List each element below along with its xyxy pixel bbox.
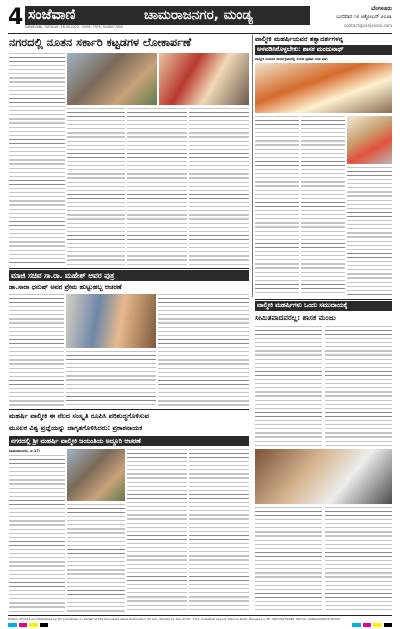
lead-photo-2	[159, 53, 249, 105]
bottom-photo-1	[67, 449, 125, 501]
yellow-mark	[373, 623, 382, 627]
masthead-divider	[8, 33, 392, 34]
mid-left-divider	[9, 268, 249, 269]
right-top-photo	[255, 63, 392, 113]
bottom-column-4	[189, 449, 249, 613]
cyan-mark	[352, 623, 361, 627]
right-top-subline: ವಾಲ್ಮೀಕಿ ಜಯಂತಿ ಕಾರ್ಯಕ್ರಮದಲ್ಲಿ ಸಂಸದ ಪ್ರತಾಪ ಸಿಂಹ ಭಾಗಿ	[255, 57, 328, 61]
page-number: 4	[8, 5, 24, 30]
bottom-column-1	[9, 455, 65, 613]
lead-article-column-1	[9, 53, 65, 265]
right-top-photo-small	[347, 116, 392, 164]
lead-article-column-3	[127, 108, 187, 265]
right-top-column-3	[347, 167, 392, 296]
bottom-headline-line-1: ಮಹರ್ಷಿ ವಾಲ್ಮೀಕಿ ಈ ನೆಲದ ಸಂಸ್ಕೃತಿ ರೂಪಿಸಿ ಪರಿಶುದ್ಧಗೊಳಿಸುವ	[9, 412, 150, 420]
bottom-subheadline: ನಗರದಲ್ಲಿ ಶ್ರೀ ಮಹರ್ಷಿ ವಾಲ್ಮೀಕಿ ಜಯಂತಿಯ ಅದ್ದೂರಿ ಆಚರಣೆ	[11, 437, 141, 445]
mid-left-headline-line-1: ಮಾಜಿ ಸಚಿವ ಸಾ.ರಾ. ಮಹೇಶ್ ಅವರ ಪುತ್ರ	[11, 271, 115, 280]
mid-left-column-2	[66, 351, 156, 406]
mid-left-photo	[66, 294, 156, 348]
right-mid-column-1	[255, 326, 322, 446]
cyan-mark	[8, 623, 17, 627]
registration-marks-right	[352, 623, 392, 627]
edition-city: ಬೆಂಗಳೂರು	[371, 6, 392, 12]
footer-imprint: Edited, Printed and Published by P.T. Jamakhan on behalf of M/s Karnataka News Publication (P) Ltd., Printed by him at No. 73/3, Industrial Layout, Mysore Road, Bengaluru. Ph: 080-26752626, RNI No. KARKAN/2003/10394	[8, 617, 340, 621]
mid-left-column-1	[9, 294, 64, 406]
mid-left-column-3	[158, 294, 249, 406]
bottom-headline-line-2: ಮೂಲಕ ವಿಶ್ವ ಪ್ರಜ್ಞೆಯನ್ನು ಜಾಗೃತಗೊಳಿಸಿದರು: ಪ್ರಕಾಶನಾಯಕ	[9, 424, 143, 432]
lead-photo-1	[67, 53, 157, 105]
right-mid-headline-line-2: ಸೀಮಿತವಾದವರಲ್ಲ: ಶಾಸಕ ಮಂಜು	[255, 313, 336, 322]
mid-left-headline-line-2: ಡಾ.ಸಾರಾ ಧನುಷ್ ಅವರ ಪ್ರೇಮ ಹುಟ್ಟುಹಬ್ಬ ಆಚರಣೆ	[9, 283, 122, 291]
brand-logo: ಸಂಜೆವಾಣಿ	[28, 7, 76, 23]
right-top-column-1	[255, 116, 299, 296]
right-mid-photo	[255, 449, 392, 504]
masthead-tagline: SANJEVANI, TUESDAY, 16.05.2023 · SUBS: 7955, 9448077855	[25, 25, 124, 29]
column-divider	[252, 35, 253, 297]
registration-marks-left	[8, 623, 48, 627]
edition-date: ಬುಧವಾರ ೧೮ ಅಕ್ಟೋಬರ್ ೨೦೨೩	[336, 14, 392, 20]
right-mid-column-3	[255, 507, 322, 613]
right-mid-divider	[255, 299, 392, 300]
bottom-column-2	[67, 504, 125, 613]
bottom-divider	[9, 409, 249, 410]
lead-article-column-2	[67, 108, 125, 265]
lead-article-column-4	[189, 108, 249, 265]
section-title: ಚಾಮರಾಜನಗರ, ಮಂಡ್ಯ	[144, 7, 253, 23]
right-mid-column-2	[325, 326, 392, 446]
right-top-headline-line-2: ಅಳವಡಿಸಿಕೊಳ್ಳಬೇಕು: ಶಾಸಕ ಮಂಜುನಾಥ್	[257, 46, 344, 53]
right-mid-column-4	[325, 507, 392, 613]
black-mark	[40, 623, 49, 627]
masthead	[8, 6, 392, 32]
right-top-headline-line-1: ವಾಲ್ಮೀಕಿ ಮಹರ್ಷಿಯವರ ತತ್ವಾದರ್ಶಗಳನ್ನ	[255, 35, 344, 43]
lead-headline: ನಗರದಲ್ಲಿ ನೂತನ ಸರ್ಕಾರಿ ಕಟ್ಟಡಗಳ ಲೋಕಾರ್ಪಣೆ	[9, 36, 192, 49]
bottom-column-3	[127, 449, 187, 613]
magenta-mark	[363, 623, 372, 627]
right-mid-headline-line-1: ವಾಲ್ಮೀಕಿ ಮಹರ್ಷಿಗಳು ಒಂದು ಸಮುದಾಯಕ್ಕೆ	[257, 302, 348, 309]
contact-email: contact@sanjevani.com	[344, 23, 392, 28]
magenta-mark	[19, 623, 28, 627]
black-mark	[384, 623, 393, 627]
bottom-dateline: ಚಾಮರಾಜನಗರ, ಅ.17:	[9, 449, 41, 453]
right-top-column-2	[301, 116, 345, 296]
yellow-mark	[29, 623, 38, 627]
